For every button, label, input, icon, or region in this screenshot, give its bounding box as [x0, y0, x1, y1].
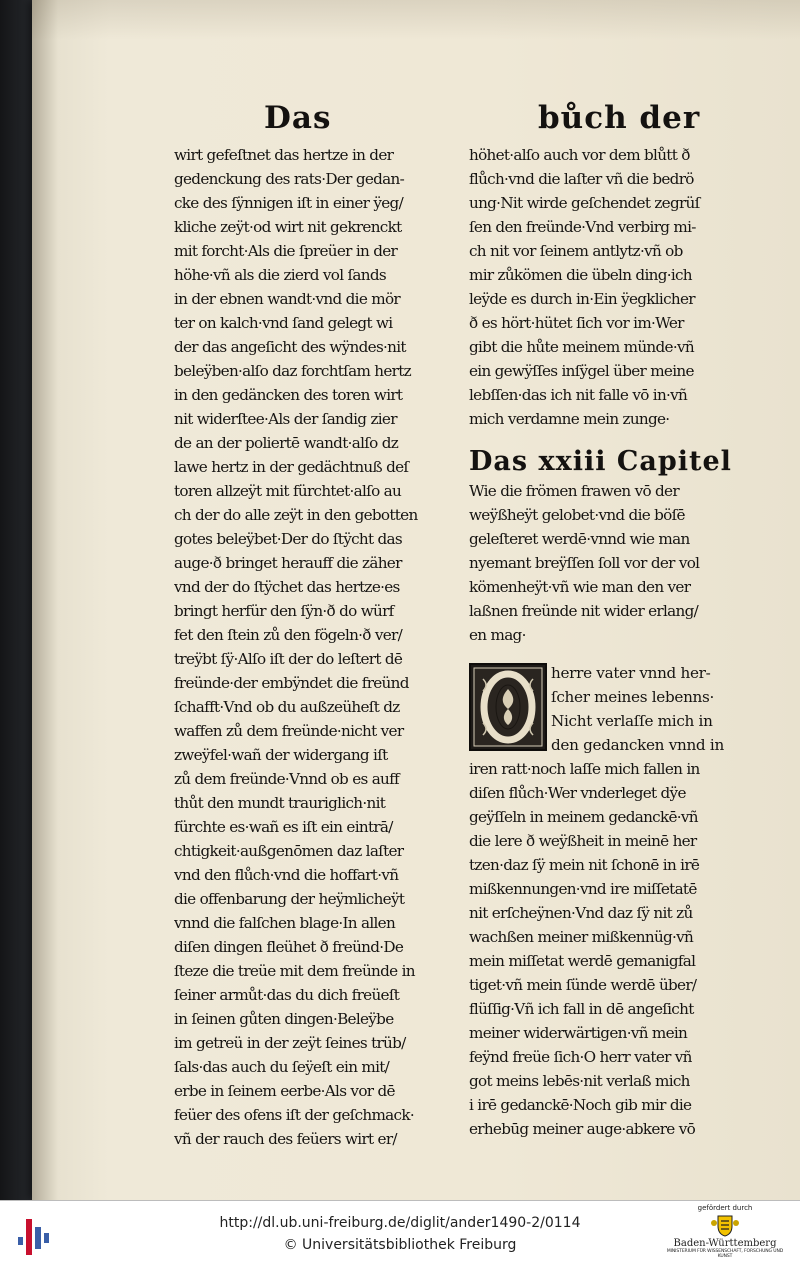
text-line: nyemant breÿſſen ſoll vor der vol [469, 554, 700, 572]
text-line: in ſeinen gůten dingen·Beleÿbe [174, 1010, 394, 1028]
text-line: vnd der do ſtÿchet das hertze·es [174, 578, 400, 596]
text-line: fet den ſtein zů den fögeln·ð ver/ [174, 626, 403, 644]
text-line: chtigkeit·außgenōmen daz laſter [174, 842, 404, 860]
text-line: herre vater vnnd her- [551, 664, 711, 682]
text-line: Wie die frömen frawen vō der [469, 482, 679, 500]
text-line: in der ebnen wandt·vnd die mör [174, 290, 400, 308]
text-line: lebſſen·das ich nit falle vō in·vñ [469, 386, 688, 404]
text-line: nit erſcheÿnen·Vnd daz ſÿ nit zů [469, 904, 693, 922]
text-line: vnd den flůch·vnd die hoffart·vñ [174, 866, 399, 884]
text-line: höhet·alſo auch vor dem blůtt ð [469, 146, 690, 164]
text-line: de an der poliertē wandt·alſo dz [174, 434, 399, 452]
text-line: meiner widerwärtigen·vñ mein [469, 1024, 688, 1042]
right-column-body-text [469, 757, 769, 1141]
text-line: den gedancken vnnd in [551, 736, 724, 754]
text-line: flůch·vnd die laſter vñ die bedrö [469, 170, 694, 188]
text-line: feüer des ofens iſt der geſchmack· [174, 1106, 414, 1124]
text-line: kömenheÿt·vñ wie man den ver [469, 578, 691, 596]
text-line: tiget·vñ mein ſünde werdē über/ [469, 976, 697, 994]
text-line: nit widerſtee·Als der ſandig zier [174, 410, 397, 428]
right-text-column [469, 143, 769, 1141]
text-line: gedenckung des rats·Der gedan- [174, 170, 405, 188]
running-head-left: Das [264, 100, 332, 136]
text-line: toren allzeÿt mit fürchtet·alſo au [174, 482, 402, 500]
decorated-initial-o-icon [469, 663, 547, 751]
text-line: wachßen meiner mißkennüg·vñ [469, 928, 694, 946]
text-line: mißkennungen·vnd ire miſſetatē [469, 880, 697, 898]
viewer-footer [0, 1200, 800, 1261]
text-line: kliche zeÿt·od wirt nit gekrenckt [174, 218, 402, 236]
text-line: feÿnd freüe ſich·O herr vater vñ [469, 1048, 692, 1066]
text-line: bringt herfür den ſÿn·ð do würf [174, 602, 394, 620]
baden-wuerttemberg-crest-icon [710, 1213, 740, 1237]
text-line: gibt die hůte meinem münde·vñ [469, 338, 694, 356]
text-line: mein miſſetat werdē gemanigfal [469, 952, 696, 970]
text-line: gotes beleÿbet·Der do ſtÿcht das [174, 530, 402, 548]
chapter-heading: Das xxiii Capitel [469, 446, 732, 477]
text-line: fürchte es·wañ es iſt ein eintrā/ [174, 818, 393, 836]
text-line: wirt gefeſtnet das hertze in der [174, 146, 394, 164]
copyright-notice: © Universitätsbibliothek Freiburg [283, 1237, 517, 1253]
text-line: im getreü in der zeÿt ſeines trüb/ [174, 1034, 406, 1052]
text-line: geleſteret werdē·vnnd wie man [469, 530, 690, 548]
text-line: ſals·das auch du ſeÿeſt ein mit/ [174, 1058, 390, 1076]
text-line: tzen·daz ſÿ mein nit ſchonē in irē [469, 856, 700, 874]
text-line: ter on kalch·vnd ſand gelegt wi [174, 314, 393, 332]
text-line: ſcher meines lebenns· [551, 688, 715, 706]
chapter-rubric [469, 479, 769, 647]
book-page-scan [32, 0, 800, 1200]
text-line: ſeiner armůt·das du dich freüeſt [174, 986, 400, 1004]
text-line: mir zůkömen die übeln ding·ich [469, 266, 692, 284]
text-line: beleÿben·alſo daz forchtſam hertz [174, 362, 411, 380]
text-line: weÿßheÿt gelobet·vnd die böſē [469, 506, 685, 524]
text-line: erbe in ſeinem eerbe·Als vor dē [174, 1082, 395, 1100]
text-line: ung·Nit wirde geſchendet zegrüſ [469, 194, 700, 212]
text-line: thůt den mundt trauriglich·nit [174, 794, 386, 812]
text-line: zweÿfel·wañ der widergang iſt [174, 746, 388, 764]
text-line: in den gedäncken des toren wirt [174, 386, 403, 404]
text-line: lawe hertz in der gedächtnuß deſ [174, 458, 409, 476]
text-line: cke des ſÿnnigen iſt in einer ÿeg/ [174, 194, 403, 212]
text-line: treÿbt ſÿ·Alſo iſt der do leſtert dē [174, 650, 403, 668]
text-line: vñ der rauch des feüers wirt er/ [174, 1130, 397, 1148]
text-line: geÿſſeln in meinem gedanckē·vñ [469, 808, 698, 826]
text-line: ein gewÿſſes inſÿgel über meine [469, 362, 694, 380]
text-line: flüſſig·Vñ ich fall in dē angeſicht [469, 1000, 694, 1018]
text-line: ſchafft·Vnd ob du außzeüheſt dz [174, 698, 400, 716]
text-line: got meins lebēs·nit verlaß mich [469, 1072, 690, 1090]
text-line: Nicht verlaſſe mich in [551, 712, 713, 730]
sponsor-caption: gefördert durch [697, 1204, 753, 1212]
text-line: die lere ð weÿßheit in meinē her [469, 832, 697, 850]
text-line: mit forcht·Als die ſpreüer in der [174, 242, 398, 260]
text-line: diſen dingen fleühet ð freünd·De [174, 938, 404, 956]
text-line: freünde·der embÿndet die freünd [174, 674, 409, 692]
running-head-right: bůch der [538, 100, 701, 136]
text-line: ſen den freünde·Vnd verbirg mi- [469, 218, 696, 236]
text-line: mich verdamne mein zunge· [469, 410, 670, 428]
text-line: ð es hört·hütet ſich vor im·Wer [469, 314, 684, 332]
sponsor-block [660, 1203, 790, 1259]
text-line: auge·ð bringet herauff die zäher [174, 554, 402, 572]
sponsor-name: Baden-Württemberg [673, 1238, 777, 1249]
text-line: diſen flůch·Wer vnderleget dÿe [469, 784, 686, 802]
text-line: waffen zů dem freünde·nicht ver [174, 722, 404, 740]
text-line: höhe·vñ als die zierd vol ſands [174, 266, 386, 284]
text-line: vnnd die falſchen blage·In allen [174, 914, 396, 932]
sponsor-ministry: MINISTERIUM FÜR WISSENSCHAFT, FORSCHUNG UND KUNST [666, 1249, 784, 1259]
chapter-opening [469, 661, 769, 757]
right-column-top-text [469, 143, 769, 431]
text-line: erhebūg meiner auge·abkere vō [469, 1120, 696, 1138]
text-line: zů dem freünde·Vnnd ob es auff [174, 770, 399, 788]
left-text-column [174, 143, 470, 1151]
text-line: en mag· [469, 626, 526, 644]
text-line: leÿde es durch in·Ein ÿegklicher [469, 290, 695, 308]
text-line: i irē gedanckē·Noch gib mir die [469, 1096, 692, 1114]
text-line: iren ratt·noch laſſe mich fallen in [469, 760, 700, 778]
text-line: ſteze die treüe mit dem freünde in [174, 962, 415, 980]
text-line: ch nit vor ſeinem antlytz·vñ ob [469, 242, 683, 260]
text-line: die offenbarung der heÿmlicheÿt [174, 890, 405, 908]
text-line: laßnen freünde nit wider erlang/ [469, 602, 699, 620]
text-line: der das angeſicht des wÿndes·nit [174, 338, 406, 356]
document-url[interactable]: http://dl.ub.uni-freiburg.de/diglit/ander1490-2/0114 [219, 1215, 581, 1231]
text-line: ch der do alle zeÿt in den gebotten [174, 506, 418, 524]
